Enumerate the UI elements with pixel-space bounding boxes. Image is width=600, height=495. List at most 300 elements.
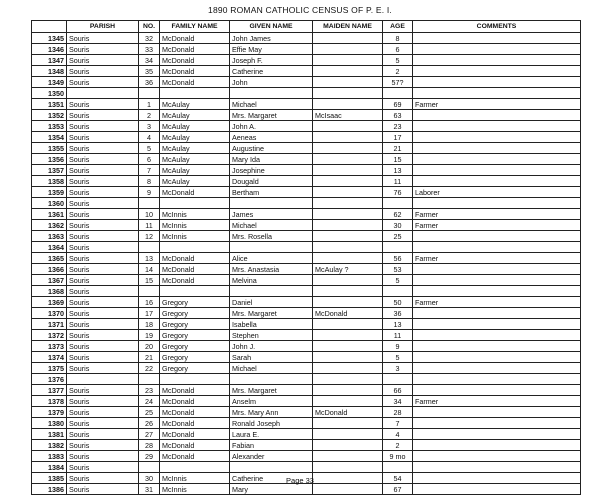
given-name-cell: Isabella xyxy=(230,319,313,330)
comments-cell: Farmer xyxy=(413,396,581,407)
maiden-name-cell xyxy=(313,220,383,231)
parish-cell: Souris xyxy=(67,462,139,473)
given-name-cell: Catherine xyxy=(230,66,313,77)
given-name-cell: Aeneas xyxy=(230,132,313,143)
family-no-cell: 32 xyxy=(139,33,160,44)
parish-cell: Souris xyxy=(67,385,139,396)
given-name-cell: John J. xyxy=(230,341,313,352)
record-id-cell: 1361 xyxy=(32,209,67,220)
given-name-cell: John James xyxy=(230,33,313,44)
maiden-name-cell xyxy=(313,55,383,66)
given-name-cell: James xyxy=(230,209,313,220)
family-name-cell: Gregory xyxy=(160,330,230,341)
given-name-cell: Joseph F. xyxy=(230,55,313,66)
comments-cell: Farmer xyxy=(413,99,581,110)
table-row xyxy=(32,363,581,374)
age-cell: 36 xyxy=(383,308,413,319)
maiden-name-cell xyxy=(313,297,383,308)
record-id-cell: 1366 xyxy=(32,264,67,275)
maiden-name-cell xyxy=(313,396,383,407)
maiden-name-cell: McIsaac xyxy=(313,110,383,121)
comments-cell: Farmer xyxy=(413,253,581,264)
comments-cell xyxy=(413,264,581,275)
family-no-cell: 20 xyxy=(139,341,160,352)
parish-cell: Souris xyxy=(67,440,139,451)
comments-cell xyxy=(413,77,581,88)
record-id-cell: 1364 xyxy=(32,242,67,253)
family-name-cell: McInnis xyxy=(160,484,230,495)
record-id-cell: 1349 xyxy=(32,77,67,88)
parish-cell xyxy=(67,88,139,99)
record-id-cell: 1379 xyxy=(32,407,67,418)
table-row xyxy=(32,385,581,396)
table-row xyxy=(32,44,581,55)
family-no-cell: 6 xyxy=(139,154,160,165)
maiden-name-cell xyxy=(313,231,383,242)
family-name-cell: McAulay xyxy=(160,110,230,121)
family-name-cell xyxy=(160,242,230,253)
family-name-cell: Gregory xyxy=(160,352,230,363)
maiden-name-cell: McDonald xyxy=(313,308,383,319)
record-id-cell: 1372 xyxy=(32,330,67,341)
col-header-age: AGE xyxy=(383,21,413,33)
parish-cell: Souris xyxy=(67,33,139,44)
age-cell: 9 mo xyxy=(383,451,413,462)
given-name-cell: Effie May xyxy=(230,44,313,55)
family-no-cell: 21 xyxy=(139,352,160,363)
family-name-cell: McDonald xyxy=(160,418,230,429)
maiden-name-cell xyxy=(313,242,383,253)
family-name-cell: McDonald xyxy=(160,451,230,462)
given-name-cell: Mrs. Mary Ann xyxy=(230,407,313,418)
parish-cell: Souris xyxy=(67,231,139,242)
age-cell: 2 xyxy=(383,440,413,451)
family-name-cell xyxy=(160,88,230,99)
given-name-cell: Mrs. Margaret xyxy=(230,308,313,319)
maiden-name-cell xyxy=(313,187,383,198)
comments-cell xyxy=(413,407,581,418)
comments-cell xyxy=(413,176,581,187)
family-no-cell: 7 xyxy=(139,165,160,176)
record-id-cell: 1383 xyxy=(32,451,67,462)
family-no-cell xyxy=(139,374,160,385)
family-name-cell: McInnis xyxy=(160,220,230,231)
family-name-cell: McDonald xyxy=(160,66,230,77)
comments-cell xyxy=(413,429,581,440)
parish-cell: Souris xyxy=(67,407,139,418)
maiden-name-cell xyxy=(313,418,383,429)
age-cell: 4 xyxy=(383,429,413,440)
comments-cell xyxy=(413,319,581,330)
family-name-cell: McAulay xyxy=(160,143,230,154)
col-header-given-name: GIVEN NAME xyxy=(230,21,313,33)
given-name-cell: Sarah xyxy=(230,352,313,363)
maiden-name-cell xyxy=(313,77,383,88)
record-id-cell: 1346 xyxy=(32,44,67,55)
page-number: Page 33 xyxy=(286,476,314,485)
age-cell: 30 xyxy=(383,220,413,231)
record-id-cell: 1363 xyxy=(32,231,67,242)
parish-cell: Souris xyxy=(67,253,139,264)
table-row xyxy=(32,110,581,121)
family-no-cell xyxy=(139,198,160,209)
family-name-cell: McInnis xyxy=(160,209,230,220)
age-cell: 7 xyxy=(383,418,413,429)
table-row xyxy=(32,77,581,88)
family-no-cell: 36 xyxy=(139,77,160,88)
parish-cell: Souris xyxy=(67,121,139,132)
family-no-cell: 30 xyxy=(139,473,160,484)
given-name-cell: Alexander xyxy=(230,451,313,462)
record-id-cell: 1374 xyxy=(32,352,67,363)
family-no-cell xyxy=(139,286,160,297)
age-cell: 5 xyxy=(383,55,413,66)
record-id-cell: 1371 xyxy=(32,319,67,330)
table-row xyxy=(32,418,581,429)
age-cell: 5 xyxy=(383,275,413,286)
maiden-name-cell xyxy=(313,198,383,209)
comments-cell xyxy=(413,66,581,77)
family-name-cell xyxy=(160,198,230,209)
age-cell: 66 xyxy=(383,385,413,396)
record-id-cell: 1351 xyxy=(32,99,67,110)
record-id-cell: 1365 xyxy=(32,253,67,264)
age-cell: 8 xyxy=(383,33,413,44)
given-name-cell xyxy=(230,198,313,209)
table-row xyxy=(32,165,581,176)
maiden-name-cell xyxy=(313,286,383,297)
parish-cell: Souris xyxy=(67,319,139,330)
family-name-cell xyxy=(160,462,230,473)
table-row xyxy=(32,297,581,308)
comments-cell xyxy=(413,462,581,473)
table-row xyxy=(32,407,581,418)
family-no-cell xyxy=(139,462,160,473)
maiden-name-cell xyxy=(313,165,383,176)
parish-cell: Souris xyxy=(67,242,139,253)
given-name-cell: John xyxy=(230,77,313,88)
age-cell: 67 xyxy=(383,484,413,495)
parish-cell: Souris xyxy=(67,77,139,88)
given-name-cell: Alice xyxy=(230,253,313,264)
record-id-cell: 1385 xyxy=(32,473,67,484)
comments-cell xyxy=(413,374,581,385)
family-name-cell: McAulay xyxy=(160,165,230,176)
family-no-cell: 2 xyxy=(139,110,160,121)
maiden-name-cell xyxy=(313,99,383,110)
parish-cell: Souris xyxy=(67,363,139,374)
family-no-cell: 19 xyxy=(139,330,160,341)
age-cell: 56 xyxy=(383,253,413,264)
given-name-cell: Daniel xyxy=(230,297,313,308)
table-row xyxy=(32,88,581,99)
age-cell: 3 xyxy=(383,363,413,374)
given-name-cell: Mrs. Margaret xyxy=(230,385,313,396)
given-name-cell: Stephen xyxy=(230,330,313,341)
given-name-cell xyxy=(230,88,313,99)
family-name-cell: McDonald xyxy=(160,407,230,418)
parish-cell: Souris xyxy=(67,352,139,363)
family-no-cell: 4 xyxy=(139,132,160,143)
parish-cell: Souris xyxy=(67,341,139,352)
record-id-cell: 1353 xyxy=(32,121,67,132)
table-row xyxy=(32,440,581,451)
parish-cell: Souris xyxy=(67,44,139,55)
family-name-cell: McAulay xyxy=(160,132,230,143)
table-row xyxy=(32,319,581,330)
family-no-cell: 11 xyxy=(139,220,160,231)
table-row xyxy=(32,242,581,253)
table-row xyxy=(32,451,581,462)
family-no-cell: 12 xyxy=(139,231,160,242)
maiden-name-cell: McDonald xyxy=(313,407,383,418)
family-no-cell: 10 xyxy=(139,209,160,220)
record-id-cell: 1380 xyxy=(32,418,67,429)
maiden-name-cell xyxy=(313,440,383,451)
record-id-cell: 1384 xyxy=(32,462,67,473)
age-cell xyxy=(383,462,413,473)
age-cell: 13 xyxy=(383,319,413,330)
maiden-name-cell xyxy=(313,143,383,154)
family-no-cell: 15 xyxy=(139,275,160,286)
parish-cell: Souris xyxy=(67,429,139,440)
family-name-cell: McInnis xyxy=(160,473,230,484)
table-row xyxy=(32,143,581,154)
table-row xyxy=(32,187,581,198)
parish-cell: Souris xyxy=(67,99,139,110)
family-name-cell: McDonald xyxy=(160,55,230,66)
table-row xyxy=(32,330,581,341)
parish-cell: Souris xyxy=(67,198,139,209)
table-row xyxy=(32,231,581,242)
parish-cell: Souris xyxy=(67,55,139,66)
maiden-name-cell xyxy=(313,154,383,165)
family-no-cell: 25 xyxy=(139,407,160,418)
table-row xyxy=(32,154,581,165)
record-id-cell: 1358 xyxy=(32,176,67,187)
age-cell: 6 xyxy=(383,44,413,55)
col-header-maiden-name: MAIDEN NAME xyxy=(313,21,383,33)
record-id-cell: 1359 xyxy=(32,187,67,198)
comments-cell xyxy=(413,451,581,462)
record-id-cell: 1356 xyxy=(32,154,67,165)
parish-cell: Souris xyxy=(67,484,139,495)
age-cell: 21 xyxy=(383,143,413,154)
record-id-cell: 1378 xyxy=(32,396,67,407)
family-name-cell: McDonald xyxy=(160,385,230,396)
maiden-name-cell xyxy=(313,330,383,341)
record-id-cell: 1375 xyxy=(32,363,67,374)
family-no-cell: 26 xyxy=(139,418,160,429)
census-table xyxy=(31,20,581,495)
given-name-cell: Augustine xyxy=(230,143,313,154)
given-name-cell xyxy=(230,374,313,385)
age-cell: 25 xyxy=(383,231,413,242)
record-id-cell: 1367 xyxy=(32,275,67,286)
family-no-cell: 3 xyxy=(139,121,160,132)
family-name-cell xyxy=(160,374,230,385)
maiden-name-cell xyxy=(313,319,383,330)
age-cell xyxy=(383,242,413,253)
table-row xyxy=(32,352,581,363)
col-header-family-name: FAMILY NAME xyxy=(160,21,230,33)
table-row xyxy=(32,374,581,385)
family-no-cell: 31 xyxy=(139,484,160,495)
family-name-cell: McAulay xyxy=(160,121,230,132)
age-cell xyxy=(383,374,413,385)
comments-cell xyxy=(413,33,581,44)
family-no-cell: 29 xyxy=(139,451,160,462)
comments-cell xyxy=(413,132,581,143)
table-row xyxy=(32,220,581,231)
family-no-cell: 1 xyxy=(139,99,160,110)
family-no-cell: 13 xyxy=(139,253,160,264)
maiden-name-cell xyxy=(313,88,383,99)
record-id-cell: 1357 xyxy=(32,165,67,176)
family-no-cell: 5 xyxy=(139,143,160,154)
given-name-cell: Mrs. Rosella xyxy=(230,231,313,242)
record-id-cell: 1348 xyxy=(32,66,67,77)
family-no-cell: 23 xyxy=(139,385,160,396)
family-name-cell: McDonald xyxy=(160,264,230,275)
maiden-name-cell xyxy=(313,44,383,55)
family-no-cell xyxy=(139,242,160,253)
table-row xyxy=(32,132,581,143)
age-cell xyxy=(383,198,413,209)
age-cell: 57? xyxy=(383,77,413,88)
comments-cell xyxy=(413,154,581,165)
table-row xyxy=(32,66,581,77)
comments-cell xyxy=(413,385,581,396)
age-cell: 5 xyxy=(383,352,413,363)
given-name-cell xyxy=(230,462,313,473)
parish-cell: Souris xyxy=(67,418,139,429)
age-cell: 2 xyxy=(383,66,413,77)
parish-cell: Souris xyxy=(67,396,139,407)
parish-cell: Souris xyxy=(67,66,139,77)
header-row xyxy=(32,21,581,33)
record-id-cell: 1381 xyxy=(32,429,67,440)
record-id-cell: 1377 xyxy=(32,385,67,396)
col-header-comments: COMMENTS xyxy=(413,21,581,33)
family-no-cell: 22 xyxy=(139,363,160,374)
table-row xyxy=(32,341,581,352)
given-name-cell: Mary xyxy=(230,484,313,495)
comments-cell xyxy=(413,110,581,121)
table-row xyxy=(32,429,581,440)
given-name-cell: Anselm xyxy=(230,396,313,407)
age-cell: 23 xyxy=(383,121,413,132)
table-row xyxy=(32,176,581,187)
table-row xyxy=(32,253,581,264)
comments-cell xyxy=(413,121,581,132)
family-no-cell: 9 xyxy=(139,187,160,198)
maiden-name-cell xyxy=(313,121,383,132)
family-name-cell: McDonald xyxy=(160,396,230,407)
record-id-cell: 1382 xyxy=(32,440,67,451)
comments-cell xyxy=(413,352,581,363)
maiden-name-cell xyxy=(313,66,383,77)
maiden-name-cell xyxy=(313,132,383,143)
table-row xyxy=(32,99,581,110)
family-no-cell: 27 xyxy=(139,429,160,440)
family-no-cell: 28 xyxy=(139,440,160,451)
given-name-cell xyxy=(230,242,313,253)
record-id-cell: 1373 xyxy=(32,341,67,352)
family-name-cell: McDonald xyxy=(160,275,230,286)
family-no-cell: 8 xyxy=(139,176,160,187)
family-name-cell: Gregory xyxy=(160,341,230,352)
age-cell: 62 xyxy=(383,209,413,220)
comments-cell xyxy=(413,88,581,99)
maiden-name-cell xyxy=(313,341,383,352)
maiden-name-cell xyxy=(313,352,383,363)
age-cell: 11 xyxy=(383,176,413,187)
family-name-cell: McAulay xyxy=(160,176,230,187)
table-row xyxy=(32,198,581,209)
maiden-name-cell xyxy=(313,451,383,462)
maiden-name-cell xyxy=(313,209,383,220)
col-header-parish: PARISH xyxy=(67,21,139,33)
maiden-name-cell xyxy=(313,176,383,187)
age-cell xyxy=(383,88,413,99)
maiden-name-cell xyxy=(313,385,383,396)
comments-cell xyxy=(413,330,581,341)
parish-cell: Souris xyxy=(67,165,139,176)
comments-cell xyxy=(413,286,581,297)
maiden-name-cell xyxy=(313,462,383,473)
family-name-cell: McAulay xyxy=(160,99,230,110)
given-name-cell: Dougald xyxy=(230,176,313,187)
parish-cell: Souris xyxy=(67,176,139,187)
maiden-name-cell xyxy=(313,363,383,374)
family-name-cell: Gregory xyxy=(160,297,230,308)
parish-cell: Souris xyxy=(67,451,139,462)
family-no-cell xyxy=(139,88,160,99)
given-name-cell: Josephine xyxy=(230,165,313,176)
comments-cell xyxy=(413,308,581,319)
parish-cell: Souris xyxy=(67,275,139,286)
given-name-cell: Fabian xyxy=(230,440,313,451)
table-row xyxy=(32,286,581,297)
comments-cell xyxy=(413,165,581,176)
family-no-cell: 33 xyxy=(139,44,160,55)
parish-cell xyxy=(67,374,139,385)
given-name-cell: Ronald Joseph xyxy=(230,418,313,429)
age-cell: 17 xyxy=(383,132,413,143)
table-row xyxy=(32,462,581,473)
family-no-cell: 35 xyxy=(139,66,160,77)
given-name-cell: John A. xyxy=(230,121,313,132)
record-id-cell: 1362 xyxy=(32,220,67,231)
family-no-cell: 24 xyxy=(139,396,160,407)
given-name-cell: Michael xyxy=(230,99,313,110)
maiden-name-cell xyxy=(313,253,383,264)
comments-cell xyxy=(413,198,581,209)
comments-cell xyxy=(413,440,581,451)
comments-cell: Farmer xyxy=(413,297,581,308)
parish-cell: Souris xyxy=(67,330,139,341)
comments-cell: Laborer xyxy=(413,187,581,198)
parish-cell: Souris xyxy=(67,297,139,308)
given-name-cell: Mary Ida xyxy=(230,154,313,165)
given-name-cell: Melvina xyxy=(230,275,313,286)
comments-cell: Farmer xyxy=(413,220,581,231)
comments-cell xyxy=(413,363,581,374)
given-name-cell: Bertham xyxy=(230,187,313,198)
table-row xyxy=(32,396,581,407)
parish-cell: Souris xyxy=(67,154,139,165)
